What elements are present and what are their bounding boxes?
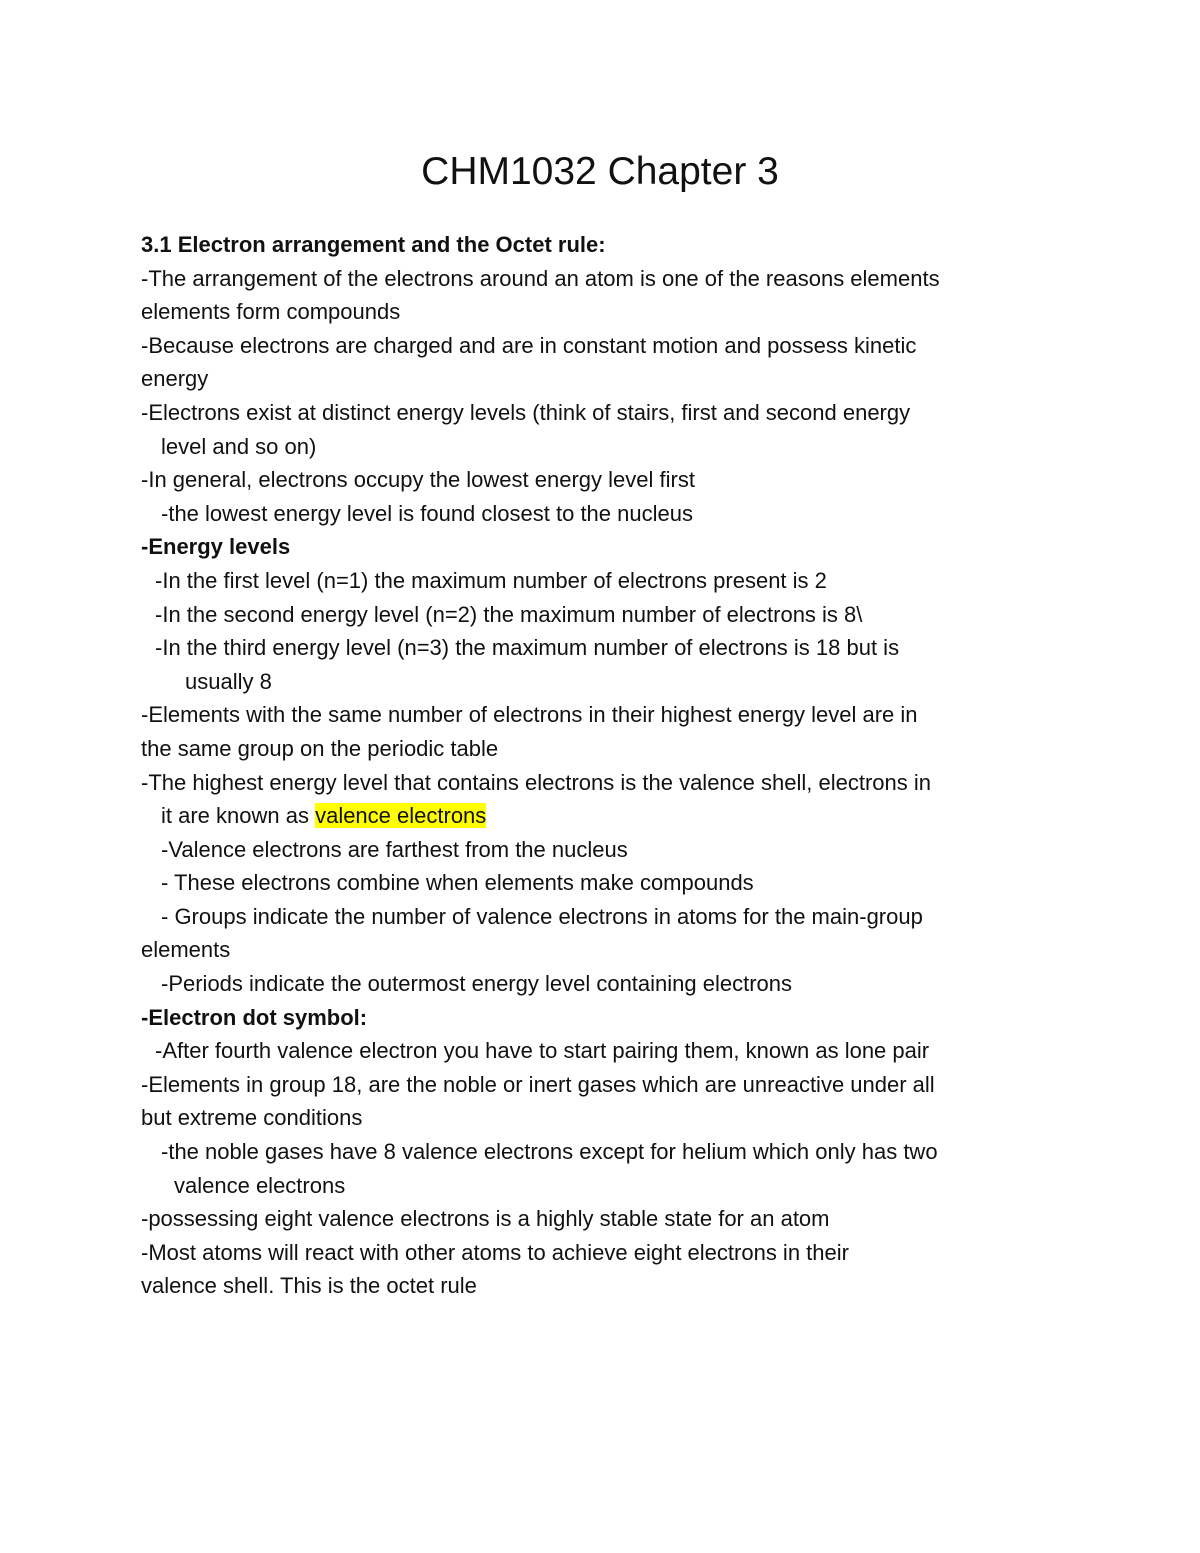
text-line: -possessing eight valence electrons is a highly stable state for an atom: [141, 1206, 830, 1232]
text-line: -The highest energy level that contains electrons is the valence shell, electrons in: [141, 769, 931, 795]
text-line: -Elements with the same number of electrons in their highest energy level are in: [141, 702, 918, 728]
section-heading: 3.1 Electron arrangement and the Octet rule:: [141, 232, 606, 257]
text-line: -In the third energy level (n=3) the maximum number of electrons is 18 but is: [155, 635, 900, 661]
text-line-with-highlight: [141, 799, 1076, 833]
text-line: elements form compounds: [141, 299, 401, 325]
text-line: -the lowest energy level is found closest to the nucleus: [161, 500, 693, 526]
subheading-electron-dot-symbol: -Electron dot symbol:: [141, 1004, 368, 1030]
text-line: elements: [141, 937, 231, 963]
text-line: -Most atoms will react with other atoms to achieve eight electrons in their: [141, 1239, 849, 1265]
text-line: -Because electrons are charged and are in constant motion and possess kinetic: [141, 332, 917, 358]
text-line: -Elements in group 18, are the noble or inert gases which are unreactive under all: [141, 1071, 935, 1097]
text-line: - These electrons combine when elements make compounds: [161, 870, 754, 896]
text-line: -After fourth valence electron you have to start pairing them, known as lone pair: [155, 1038, 930, 1064]
text-line: level and so on): [161, 433, 317, 459]
text-line: valence electrons: [174, 1172, 346, 1198]
text-line: -The arrangement of the electrons around an atom is one of the reasons elements: [141, 265, 940, 291]
text-line: -the noble gases have 8 valence electrons except for helium which only has two: [161, 1139, 938, 1165]
text-line: -In the second energy level (n=2) the maximum number of electrons is 8\: [155, 601, 863, 627]
subheading-energy-levels: -Energy levels: [141, 534, 291, 560]
text-line: -Periods indicate the outermost energy level containing electrons: [161, 971, 793, 997]
text-fragment: it are known as: [161, 803, 316, 829]
page-title: CHM1032 Chapter 3: [421, 150, 779, 193]
text-line: the same group on the periodic table: [141, 735, 499, 761]
text-line: energy: [141, 366, 209, 392]
text-line: - Groups indicate the number of valence electrons in atoms for the main-group: [161, 903, 923, 929]
text-line: usually 8: [185, 668, 272, 694]
highlighted-term: valence electrons: [315, 803, 487, 829]
text-line: -Electrons exist at distinct energy levels (think of stairs, first and second energy: [141, 399, 911, 425]
text-line: -In general, electrons occupy the lowest energy level first: [141, 467, 695, 493]
text-line: -Valence electrons are farthest from the nucleus: [161, 836, 628, 862]
text-line: but extreme conditions: [141, 1105, 363, 1131]
notes-body: [141, 228, 1076, 1303]
text-line: valence shell. This is the octet rule: [141, 1273, 477, 1299]
text-line: -In the first level (n=1) the maximum number of electrons present is 2: [155, 567, 827, 593]
